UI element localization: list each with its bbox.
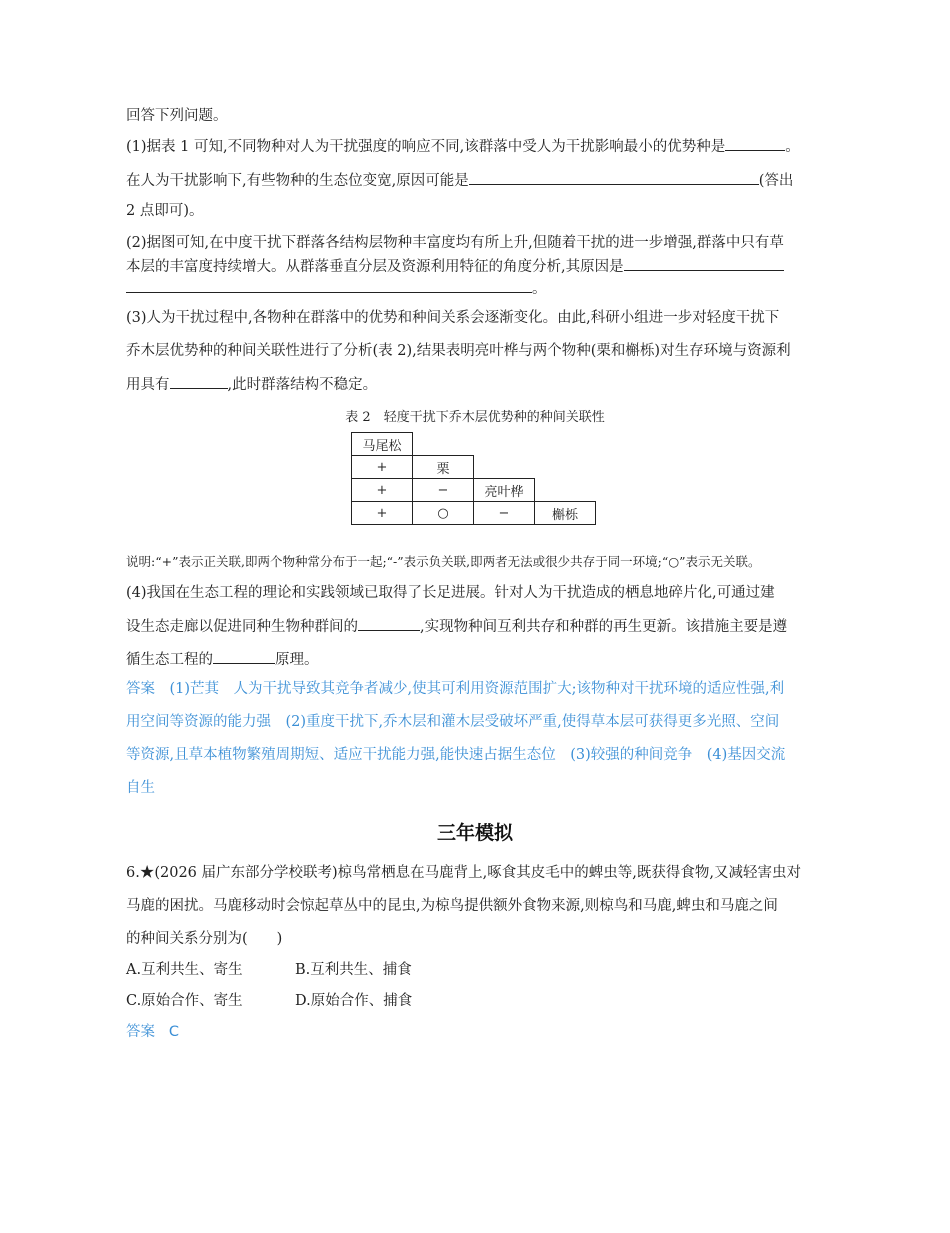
q3-line3-end: ,此时群落结构不稳定。 [227, 377, 378, 393]
q2-line2-text: 本层的丰富度持续增大。从群落垂直分层及资源利用特征的角度分析,其原因是 [126, 259, 624, 275]
intro-text: 回答下列问题。 [126, 108, 228, 124]
table-cell: 栗 [413, 456, 474, 479]
q6-line1: 6.★(2026 届广东部分学校联考)椋鸟常栖息在马鹿背上,啄食其皮毛中的蜱虫等,既获得食物,又减轻害虫对 [126, 865, 801, 881]
q6-line2: 马鹿的困扰。马鹿移动时会惊起草丛中的昆虫,为椋鸟提供额外食物来源,则椋鸟和马鹿,蜱虫和马鹿之间 [126, 898, 778, 914]
q1-line3: 2 点即可)。 [126, 203, 204, 219]
table-cell: − [474, 502, 535, 525]
q2-blank-1 [624, 256, 784, 271]
answer5-line1: 答案 (1)芒萁 人为干扰导致其竞争者减少,使其可利用资源范围扩大;该物种对干扰环境的适应性强,利 [126, 681, 785, 697]
q6-option-b: B.互利共生、捕食 [295, 962, 412, 978]
q2-line3-end: 。 [532, 281, 547, 297]
table2-caption: 表 2 轻度干扰下乔木层优势种的种间关联性 [345, 410, 605, 425]
table-cell: − [413, 479, 474, 502]
q4-line3-text: 循生态工程的 [126, 652, 213, 668]
table-cell: 亮叶桦 [474, 479, 535, 502]
q4-line3 [126, 649, 319, 670]
q1-blank-1 [725, 136, 785, 151]
q3-line2: 乔木层优势种的种间关联性进行了分析(表 2),结果表明亮叶桦与两个物种(栗和槲栎)对生存环境与资源利 [126, 343, 791, 359]
q2-line2 [126, 256, 784, 277]
answer5-line3: 等资源,且草本植物繁殖周期短、适应干扰能力强,能快速占据生态位 (3)较强的种间竞争 (4)基因交流 [126, 747, 786, 763]
q1-line2-end: (答出 [758, 173, 794, 189]
table-cell: + [352, 456, 413, 479]
q3-line3 [126, 374, 377, 395]
q1-line1-text: (1)据表 1 可知,不同物种对人为干扰强度的响应不同,该群落中受人为干扰影响最小的优势种是 [126, 139, 726, 155]
section-heading: 三年模拟 [436, 822, 513, 844]
q6-option-d: D.原始合作、捕食 [295, 993, 413, 1009]
table-row [352, 433, 596, 456]
table-cell: 槲栎 [535, 502, 596, 525]
table-cell: ○ [413, 502, 474, 525]
q4-line1: (4)我国在生态工程的理论和实践领域已取得了长足进展。针对人为干扰造成的栖息地碎片化,可通过建 [126, 585, 775, 601]
q4-line2-end: ,实现物种间互利共存和种群的再生更新。该措施主要是遵 [420, 619, 788, 635]
table-cell: + [352, 502, 413, 525]
q6-answer-label: 答案 [126, 1024, 155, 1040]
q6-option-a: A.互利共生、寄生 [126, 962, 243, 978]
q3-line1: (3)人为干扰过程中,各物种在群落中的优势和种间关系会逐渐变化。由此,科研小组进一步对轻度干扰下 [126, 310, 780, 326]
q4-blank-1 [358, 616, 420, 631]
table-row [352, 456, 596, 479]
q6-answer [126, 1022, 179, 1042]
q1-line1 [126, 136, 800, 157]
q1-line2 [126, 170, 793, 191]
answer5-line2: 用空间等资源的能力强 (2)重度干扰下,乔木层和灌木层受破坏严重,使得草本层可获得更多光照、空间 [126, 714, 780, 730]
table-row [352, 479, 596, 502]
q2-line1: (2)据图可知,在中度干扰下群落各结构层物种丰富度均有所上升,但随着干扰的进一步增强,群落中只有草 [126, 235, 784, 251]
q3-line3-text: 用具有 [126, 377, 170, 393]
table2 [351, 432, 596, 525]
q1-line2-text: 在人为干扰影响下,有些物种的生态位变宽,原因可能是 [126, 173, 469, 189]
q4-line3-end: 原理。 [275, 652, 319, 668]
q3-blank [170, 374, 228, 389]
q1-line1-end: 。 [785, 139, 800, 155]
q6-line3: 的种间关系分别为( ) [126, 931, 283, 947]
q4-blank-2 [213, 649, 275, 664]
q4-line2 [126, 616, 787, 637]
q6-answer-value: C [168, 1024, 179, 1040]
table2-note: 说明:“+”表示正关联,即两个物种常分布于一起;“-”表示负关联,即两者无法或很少共存于同一环境;“○”表示无关联。 [126, 554, 761, 569]
q2-line3 [126, 278, 547, 299]
q2-blank-2 [126, 278, 532, 293]
q1-blank-2 [469, 170, 759, 185]
table-row [352, 502, 596, 525]
table-cell: 马尾松 [352, 433, 413, 456]
table-cell: + [352, 479, 413, 502]
q6-option-c: C.原始合作、寄生 [126, 993, 243, 1009]
answer5-line4: 自生 [126, 780, 155, 796]
q4-line2-text: 设生态走廊以促进同种生物种群间的 [126, 619, 358, 635]
